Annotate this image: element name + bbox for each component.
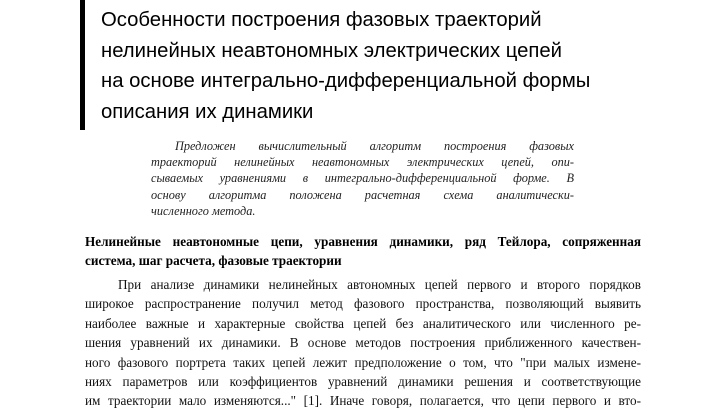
- body-line: При анализе динамики нелинейных автономных цепей первого и второго порядков: [118, 277, 641, 292]
- title-line: описания их динамики: [101, 100, 314, 123]
- abstract-line: основу алгоритма положена расчетная схема аналитически-: [151, 187, 574, 202]
- abstract-line: траекторий нелинейных неавтономных электрических цепей, опи-: [151, 155, 574, 170]
- title-accent-bar: [80, 0, 85, 130]
- keywords-line: система, шаг расчета, фазовые траектории: [85, 253, 342, 268]
- title-line: Особенности построения фазовых траекторий: [101, 9, 542, 31]
- keywords-line: Нелинейные неавтономные цепи, уравнения динамики, ряд Тейлора, сопряженная: [85, 234, 641, 249]
- body-line: наиболее важные и характерные свойства цепей без аналитического или численного ре-: [85, 315, 641, 331]
- title-line: нелинейных неавтономных электрических цепей: [101, 39, 562, 62]
- body-line: шения уравнений их динамики. В основе методов построения приближенного качествен-: [85, 335, 641, 351]
- abstract-line: численного метода.: [151, 203, 256, 218]
- keywords: [85, 232, 641, 270]
- article-title: [101, 5, 701, 127]
- body-line: широкое распространение получил метод фазового пространства, позволяющий выявить: [85, 296, 641, 312]
- body-line: ного фазового портрета таких цепей лежит предположение о том, что "при малых измене-: [85, 354, 641, 370]
- body-paragraph: [85, 275, 641, 411]
- title-line: на основе интегрально-дифференциальной формы: [101, 70, 591, 93]
- body-line: ниях параметров или коэффициентов уравнений динамики решения и соответствующие: [85, 373, 641, 389]
- abstract: [151, 138, 574, 219]
- body-line: им траектории мало изменяются..." [1]. Иначе говоря, полагается, что цепи первого и вто-: [85, 393, 641, 409]
- abstract-line: сываемых уравнениями в интегрально-дифференциальной форме. В: [151, 171, 574, 186]
- abstract-line: Предложен вычислительный алгоритм построения фазовых: [175, 139, 574, 153]
